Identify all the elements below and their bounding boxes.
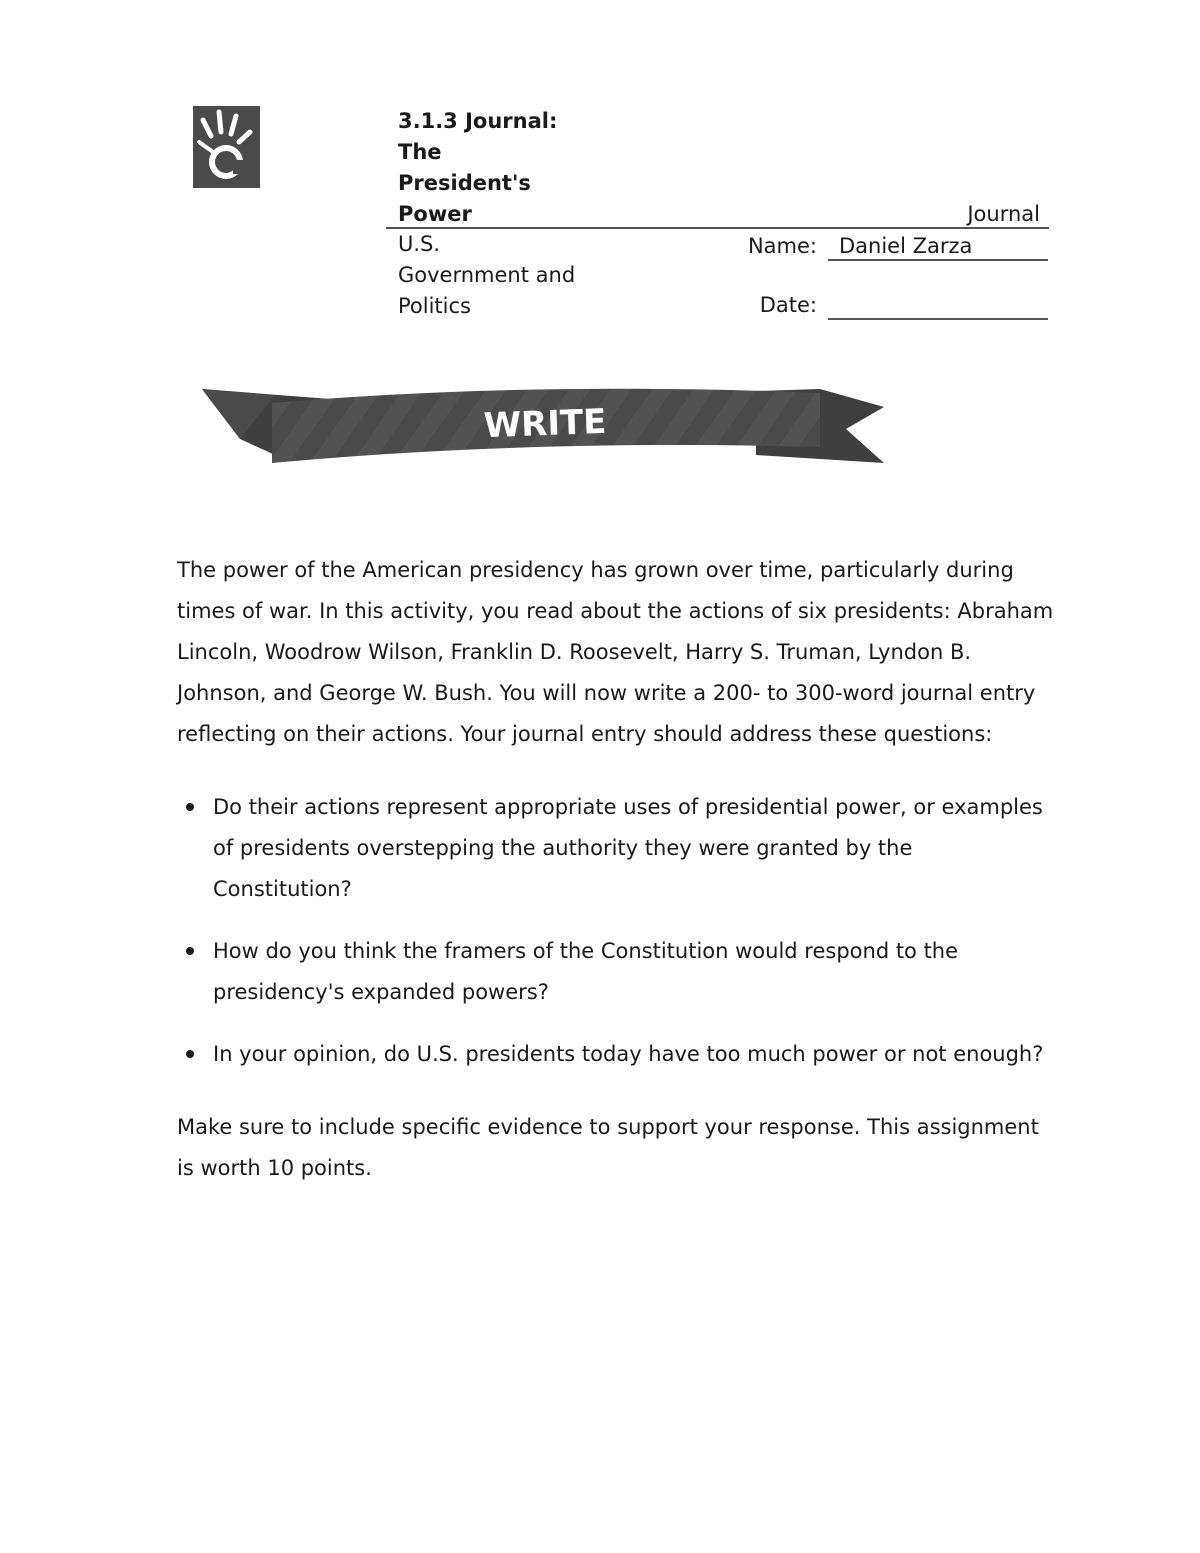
- course-line: Politics: [398, 294, 471, 318]
- title-line: The: [398, 140, 442, 164]
- bullet-icon: [186, 1050, 194, 1058]
- question-text: In your opinion, do U.S. presidents today have too much power or not enough?: [213, 1042, 1044, 1066]
- course-line: U.S.: [398, 232, 441, 256]
- title-line: Power: [398, 202, 472, 226]
- bullet-icon: [186, 803, 194, 811]
- write-banner: [200, 383, 886, 469]
- course-name: [398, 229, 575, 322]
- question-text: Do their actions represent appropriate uses of presidential power, or examples of presidents overstepping the authority they were granted by the Constitution?: [213, 795, 1043, 901]
- bullet-icon: [186, 947, 194, 955]
- intro-paragraph: The power of the American presidency has grown over time, particularly during times of war. In this activity, you read about the actions of six presidents: Abraham Lincoln, Woodrow Wilson, Franklin D. Roosevelt, Harry S. Truman, Lyndon B. Johnson, and George W. Bush. You will now write a 200- to 300-word journal entry reflecting on their actions. Your journal entry should address these questions:: [177, 558, 1054, 746]
- banner-text: WRITE: [482, 401, 608, 447]
- question-text: How do you think the framers of the Constitution would respond to the presidency's expanded powers?: [213, 939, 959, 1004]
- name-label: Name:: [747, 234, 817, 258]
- title-line: 3.1.3 Journal:: [398, 109, 558, 133]
- title-line: President's: [398, 171, 531, 195]
- list-item: [177, 787, 1057, 910]
- closing-paragraph: Make sure to include specific evidence to support your response. This assignment is worth 10 points.: [177, 1115, 1039, 1180]
- name-field[interactable]: Daniel Zarza: [828, 232, 1048, 261]
- date-field[interactable]: [828, 291, 1048, 320]
- list-item: [177, 1034, 1057, 1075]
- journal-instructions: [177, 550, 1057, 1189]
- course-line: Government and: [398, 263, 576, 287]
- question-list: [177, 787, 1057, 1075]
- lightbulb-idea-icon: [193, 106, 260, 188]
- page-title: [398, 106, 557, 230]
- document-type-label: Journal: [967, 202, 1040, 226]
- list-item: [177, 931, 1057, 1013]
- date-label: Date:: [759, 293, 817, 317]
